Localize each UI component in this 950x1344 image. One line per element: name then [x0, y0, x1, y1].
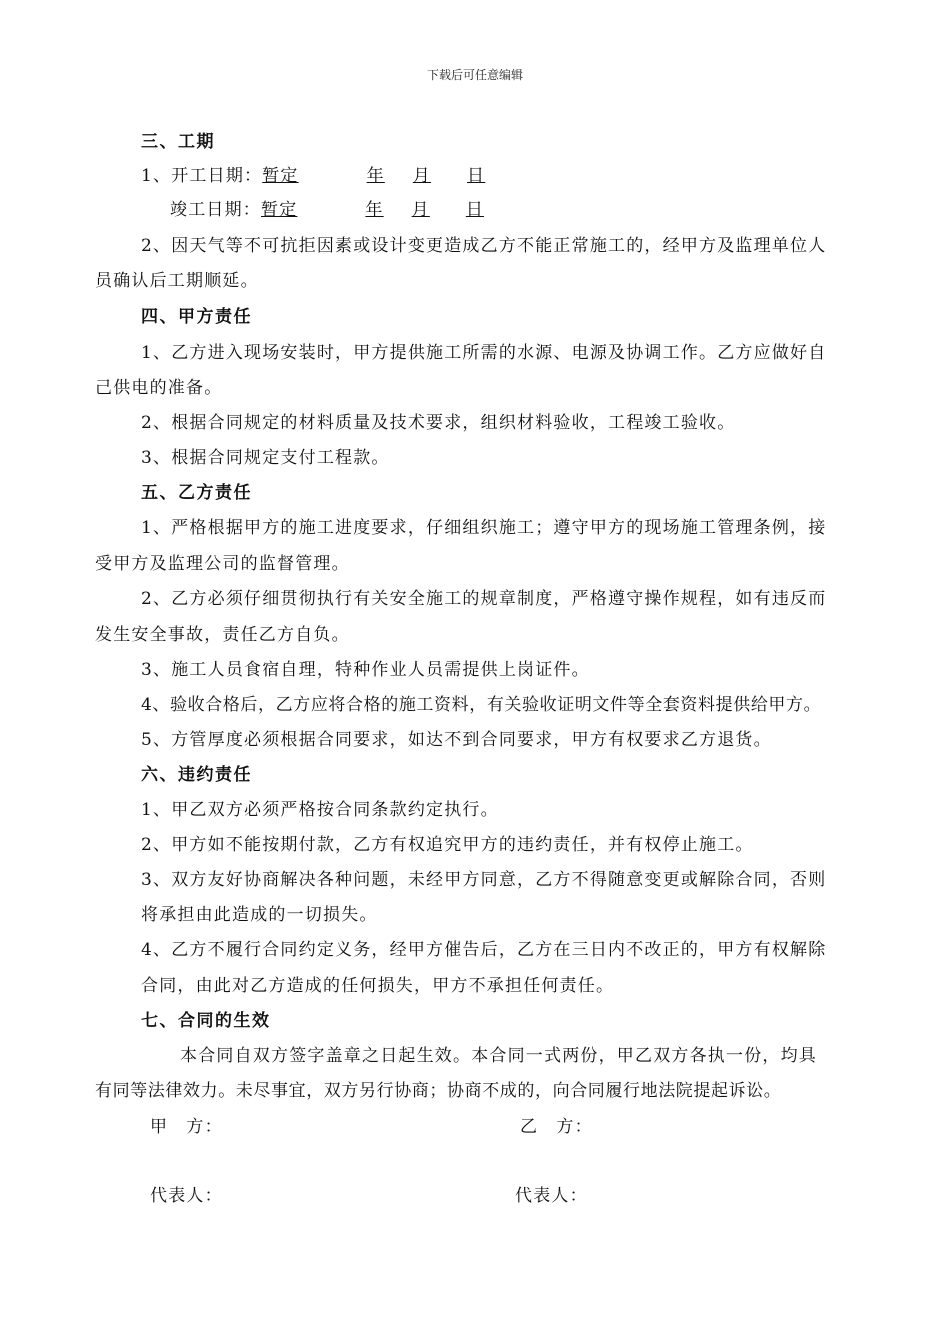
completion-date-label: 竣工日期： — [170, 200, 261, 220]
paragraph: 己供电的准备。 — [95, 378, 223, 398]
section-heading-party-a: 四、甲方责任 — [141, 307, 252, 327]
paragraph: 4、验收合格后，乙方应将合格的施工资料，有关验收证明文件等全套资料提供给甲方。 — [141, 695, 822, 715]
section-heading-schedule: 三、工期 — [141, 132, 215, 152]
section-heading-effectiveness: 七、合同的生效 — [141, 1011, 271, 1031]
paragraph: 2、根据合同规定的材料质量及技术要求，组织材料验收，工程竣工验收。 — [141, 413, 736, 433]
paragraph: 受甲方及监理公司的监督管理。 — [95, 554, 350, 574]
paragraph: 3、施工人员食宿自理，特种作业人员需提供上岗证件。 — [141, 660, 590, 680]
start-date-day: 日 — [467, 166, 486, 186]
section-heading-breach: 六、违约责任 — [141, 765, 252, 785]
completion-date-field — [261, 200, 484, 220]
paragraph: 2、乙方必须仔细贯彻执行有关安全施工的规章制度，严格遵守操作规程，如有违反而 — [141, 589, 827, 609]
paragraph: 3、双方友好协商解决各种问题，未经甲方同意，乙方不得随意变更或解除合同，否则 — [141, 870, 827, 890]
start-date-month: 月 — [412, 166, 432, 186]
paragraph: 2、因天气等不可抗拒因素或设计变更造成乙方不能正常施工的，经甲方及监理单位人 — [141, 236, 827, 256]
page-header: 下载后可任意编辑 — [426, 68, 523, 82]
start-date-value: 暂定 — [262, 166, 299, 186]
completion-date-line — [170, 195, 484, 220]
completion-date-day: 日 — [465, 200, 485, 220]
paragraph: 将承担由此造成的一切损失。 — [141, 905, 378, 925]
start-date-label: 1、开工日期： — [141, 166, 263, 186]
party-a-representative-label: 代表人： — [150, 1186, 223, 1206]
paragraph: 本合同自双方签字盖章之日起生效。本合同一式两份，甲乙双方各执一份，均具 — [180, 1046, 817, 1066]
paragraph: 合同，由此对乙方造成的任何损失，甲方不承担任何责任。 — [141, 976, 615, 996]
paragraph: 4、乙方不履行合同约定义务，经甲方催告后，乙方在三日内不改正的，甲方有权解除 — [141, 940, 827, 960]
paragraph: 发生安全事故，责任乙方自负。 — [95, 625, 350, 645]
paragraph: 有同等法律效力。未尽事宜，双方另行协商；协商不成的，向合同履行地法院提起诉讼。 — [95, 1081, 782, 1101]
completion-date-year: 年 — [365, 200, 384, 220]
paragraph: 2、甲方如不能按期付款，乙方有权追究甲方的违约责任，并有权停止施工。 — [141, 835, 754, 855]
start-date-year: 年 — [366, 166, 385, 186]
completion-date-month: 月 — [411, 200, 430, 220]
paragraph: 1、乙方进入现场安装时，甲方提供施工所需的水源、电源及协调工作。乙方应做好自 — [141, 343, 827, 363]
party-b-label: 乙 方： — [520, 1117, 593, 1137]
paragraph: 员确认后工期顺延。 — [95, 271, 259, 291]
paragraph: 1、甲乙双方必须严格按合同条款约定执行。 — [141, 800, 499, 820]
paragraph: 3、根据合同规定支付工程款。 — [141, 448, 390, 468]
party-b-representative-label: 代表人： — [515, 1186, 588, 1206]
section-heading-party-b: 五、乙方责任 — [141, 483, 252, 503]
party-a-label: 甲 方： — [150, 1117, 223, 1137]
start-date-line — [141, 161, 485, 186]
paragraph: 5、方管厚度必须根据合同要求，如达不到合同要求，甲方有权要求乙方退货。 — [141, 730, 772, 750]
paragraph: 1、严格根据甲方的施工进度要求，仔细组织施工；遵守甲方的现场施工管理条例，接 — [141, 518, 827, 538]
completion-date-value: 暂定 — [261, 200, 298, 220]
start-date-field — [262, 166, 485, 186]
